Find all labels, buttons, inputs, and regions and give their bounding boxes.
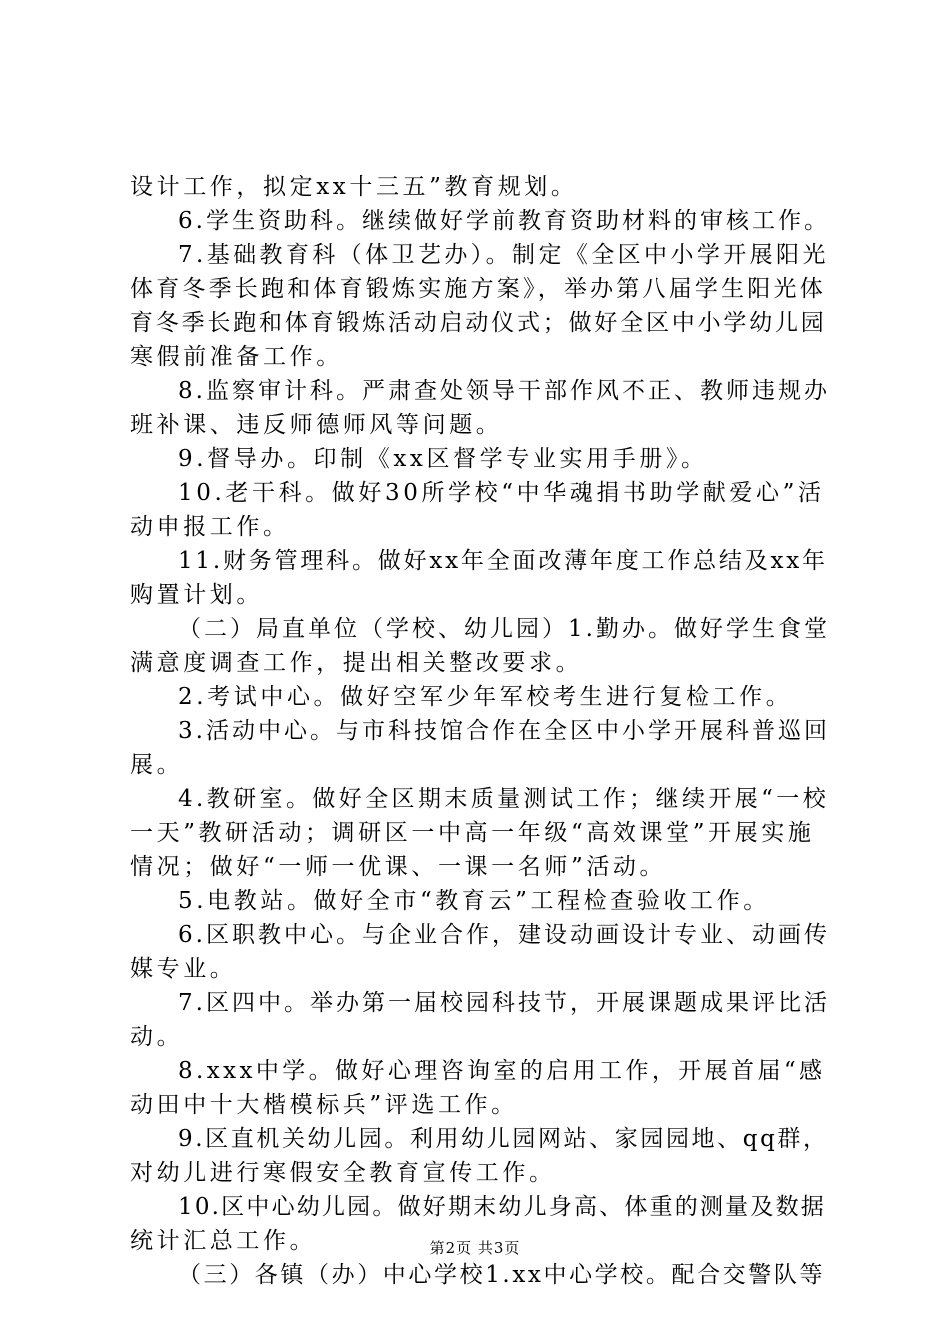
text-line: 9.区直机关幼儿园。利用幼儿园网站、家园园地、qq群， <box>178 1126 829 1152</box>
text-line: 满意度调查工作，提出相关整改要求。 <box>130 650 583 676</box>
text-line: 寒假前准备工作。 <box>130 344 343 370</box>
text-line: 9.督导办。印制《xx区督学专业实用手册》。 <box>178 446 708 472</box>
page-number-label: 第2页 共3页 <box>429 1239 521 1257</box>
text-line: 10.区中心幼儿园。做好期末幼儿身高、体重的测量及数据 <box>178 1194 826 1220</box>
text-line: （三）各镇（办）中心学校1.xx中心学校。配合交警队等 <box>178 1262 826 1288</box>
text-line: 6.区职教中心。与企业合作，建设动画设计专业、动画传 <box>178 922 830 948</box>
text-line: 动。 <box>130 1024 184 1050</box>
text-line: 7.基础教育科（体卫艺办）。制定《全区中小学开展阳光 <box>178 242 829 268</box>
text-line: 4.教研室。做好全区期末质量测试工作；继续开展“一校 <box>178 786 830 812</box>
text-line: 6.学生资助科。继续做好学前教育资助材料的审核工作。 <box>178 208 830 234</box>
text-line: 育冬季长跑和体育锻炼活动启动仪式；做好全区中小学幼儿园 <box>130 310 827 336</box>
text-line: 设计工作，拟定xx十三五”教育规划。 <box>130 174 578 200</box>
text-line: 购置计划。 <box>130 582 263 608</box>
text-line: 2.考试中心。做好空军少年军校考生进行复检工作。 <box>178 684 793 710</box>
text-line: 体育冬季长跑和体育锻炼实施方案》，举办第八届学生阳光体 <box>130 276 826 302</box>
text-line: 3.活动中心。与市科技馆合作在全区中小学开展科普巡回 <box>178 718 830 744</box>
text-line: 展。 <box>130 752 184 778</box>
text-line: （二）局直单位（学校、幼儿园）1.勤办。做好学生食堂 <box>178 616 830 642</box>
text-line: 情况；做好“一师一优课、一课一名师”活动。 <box>130 854 667 880</box>
page-footer <box>0 1238 950 1258</box>
text-line: 班补课、违反师德师风等问题。 <box>130 412 503 438</box>
text-line: 对幼儿进行寒假安全教育宣传工作。 <box>130 1160 556 1186</box>
text-line: 一天”教研活动；调研区一中高一年级“高效课堂”开展实施 <box>130 820 815 846</box>
text-line: 10.老干科。做好30所学校“中华魂捐书助学献爱心”活 <box>178 480 825 506</box>
text-line: 7.区四中。举办第一届校园科技节，开展课题成果评比活 <box>178 990 830 1016</box>
text-line: 动田中十大楷模标兵”评选工作。 <box>130 1092 518 1118</box>
text-line: 统计汇总工作。 <box>130 1228 317 1254</box>
text-line: 8.监察审计科。严肃查处领导干部作风不正、教师违规办 <box>178 378 830 404</box>
text-line: 11.财务管理科。做好xx年全面改薄年度工作总结及xx年 <box>178 548 828 574</box>
text-line: 动申报工作。 <box>130 514 290 540</box>
text-line: 8.xxx中学。做好心理咨询室的启用工作，开展首届“感 <box>178 1058 826 1084</box>
text-line: 媒专业。 <box>130 956 237 982</box>
text-line: 5.电教站。做好全市“教育云”工程检查验收工作。 <box>178 888 770 914</box>
